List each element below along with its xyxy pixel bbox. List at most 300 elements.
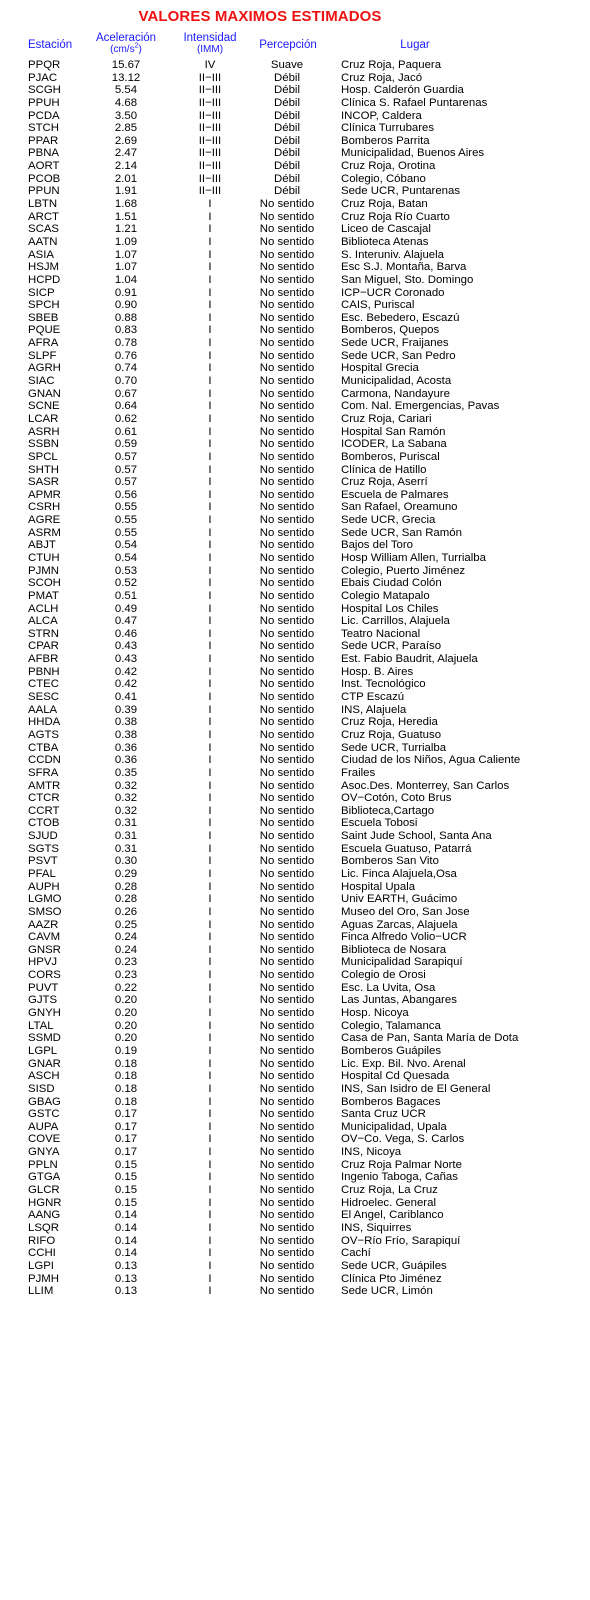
- acceleration-value: 0.42: [114, 665, 138, 678]
- perception-value: No sentido: [259, 450, 315, 463]
- acceleration-value: 0.38: [114, 728, 138, 741]
- intensity-value: I: [208, 918, 212, 931]
- perception-value: No sentido: [259, 337, 315, 350]
- place-name: Hospital Los Chiles: [341, 602, 439, 615]
- perception-value: No sentido: [259, 931, 315, 944]
- place-name: Cruz Roja, Heredia: [341, 716, 438, 729]
- acceleration-value: 0.55: [114, 514, 138, 527]
- place-name: Sede UCR, Puntarenas: [341, 185, 461, 198]
- perception-value: No sentido: [259, 1221, 315, 1234]
- place-name: Clínica S. Rafael Puntarenas: [341, 96, 488, 109]
- table-row: [0, 122, 590, 135]
- acceleration-value: 0.54: [114, 539, 138, 552]
- place-name: Liceo de Cascajal: [341, 223, 431, 236]
- intensity-value: I: [208, 526, 212, 539]
- acceleration-value: 0.32: [114, 792, 138, 805]
- intensity-value: I: [208, 589, 212, 602]
- intensity-value: I: [208, 564, 212, 577]
- station-code: SPCL: [28, 450, 58, 463]
- place-name: Sede UCR, Grecia: [341, 514, 436, 527]
- table-row: [0, 1235, 590, 1248]
- acceleration-value: 0.78: [114, 337, 138, 350]
- perception-value: No sentido: [259, 741, 315, 754]
- place-name: CAIS, Puriscal: [341, 299, 415, 312]
- station-code: AGRE: [28, 514, 61, 527]
- place-name: Cruz Roja, Guatuso: [341, 728, 442, 741]
- place-name: Municipalidad Sarapiquí: [341, 956, 463, 969]
- acceleration-value: 0.23: [114, 956, 138, 969]
- station-code: SCGH: [28, 84, 61, 97]
- perception-value: No sentido: [259, 324, 315, 337]
- perception-value: No sentido: [259, 400, 315, 413]
- station-code: LLIM: [28, 1285, 54, 1298]
- place-name: Univ EARTH, Guácimo: [341, 893, 458, 906]
- station-code: SESC: [28, 691, 60, 704]
- place-name: ICP−UCR Coronado: [341, 286, 445, 299]
- place-name: San Rafael, Oreamuno: [341, 501, 458, 514]
- intensity-value: I: [208, 299, 212, 312]
- table-row: [0, 1285, 590, 1298]
- perception-value: No sentido: [259, 943, 315, 956]
- intensity-value: I: [208, 1095, 212, 1108]
- place-name: Cachí: [341, 1247, 371, 1260]
- intensity-value: I: [208, 969, 212, 982]
- station-code: SGTS: [28, 842, 60, 855]
- place-name: INCOP, Caldera: [341, 109, 422, 122]
- column-header-estacion: Estación: [28, 39, 73, 51]
- intensity-value: I: [208, 438, 212, 451]
- acceleration-value: 1.51: [114, 210, 138, 223]
- perception-value: No sentido: [259, 779, 315, 792]
- perception-value: No sentido: [259, 311, 315, 324]
- station-code: SHTH: [28, 463, 60, 476]
- intensity-value: I: [208, 1133, 212, 1146]
- acceleration-value: 1.21: [114, 223, 138, 236]
- perception-value: No sentido: [259, 1209, 315, 1222]
- perception-value: No sentido: [259, 210, 315, 223]
- place-name: Las Juntas, Abangares: [341, 994, 457, 1007]
- station-code: AUPH: [28, 880, 60, 893]
- perception-value: No sentido: [259, 1285, 315, 1298]
- table-row: [0, 287, 590, 300]
- place-name: Sede UCR, San Ramón: [341, 526, 462, 539]
- intensity-value: II−III: [198, 185, 222, 198]
- station-code: SCAS: [28, 223, 60, 236]
- perception-value: No sentido: [259, 1108, 315, 1121]
- table-row: [0, 1209, 590, 1222]
- place-name: Municipalidad, Buenos Aires: [341, 147, 485, 160]
- perception-value: No sentido: [259, 842, 315, 855]
- acceleration-value: 0.53: [114, 564, 138, 577]
- perception-value: No sentido: [259, 198, 315, 211]
- intensity-value: I: [208, 1007, 212, 1020]
- intensity-value: I: [208, 387, 212, 400]
- intensity-value: I: [208, 665, 212, 678]
- station-code: SPCH: [28, 299, 60, 312]
- place-name: Colegio Matapalo: [341, 589, 430, 602]
- table-row: [0, 1045, 590, 1058]
- intensity-value: I: [208, 501, 212, 514]
- acceleration-value: 0.41: [114, 691, 138, 704]
- acceleration-value: 0.17: [114, 1133, 138, 1146]
- perception-value: No sentido: [259, 564, 315, 577]
- table-row: [0, 919, 590, 932]
- perception-value: No sentido: [259, 640, 315, 653]
- intensity-value: I: [208, 412, 212, 425]
- perception-value: No sentido: [259, 1032, 315, 1045]
- place-name: Santa Cruz UCR: [341, 1108, 426, 1121]
- place-name: Hosp. B. Aires: [341, 665, 414, 678]
- station-code: GJTS: [28, 994, 58, 1007]
- intensity-value: I: [208, 1070, 212, 1083]
- table-row: [0, 1121, 590, 1134]
- station-code: PUVT: [28, 981, 59, 994]
- perception-value: No sentido: [259, 349, 315, 362]
- place-name: Carmona, Nandayure: [341, 387, 450, 400]
- perception-value: No sentido: [259, 1171, 315, 1184]
- acceleration-value: 0.29: [114, 868, 138, 880]
- perception-value: No sentido: [259, 235, 315, 248]
- acceleration-value: 2.85: [114, 122, 138, 135]
- place-name: Bomberos Guápiles: [341, 1044, 442, 1057]
- intensity-value: I: [208, 1057, 212, 1070]
- station-code: ASRM: [28, 526, 61, 539]
- table-row: [0, 565, 590, 578]
- place-name: Bomberos Parrita: [341, 134, 430, 147]
- perception-value: Débil: [274, 71, 300, 84]
- table-row: [0, 185, 590, 198]
- acceleration-value: 0.57: [114, 450, 138, 463]
- station-code: SJUD: [28, 830, 58, 843]
- perception-value: No sentido: [259, 1019, 315, 1032]
- station-code: PBNH: [28, 665, 60, 678]
- perception-value: No sentido: [259, 1133, 315, 1146]
- perception-value: No sentido: [259, 969, 315, 982]
- acceleration-value: 0.59: [114, 438, 138, 451]
- table-row: [0, 388, 590, 401]
- intensity-value: I: [208, 514, 212, 527]
- column-header-aceleracion-unit: $(cm/s^2)$: [110, 42, 142, 55]
- station-code: CTEC: [28, 678, 60, 691]
- acceleration-value: 0.18: [114, 1070, 138, 1083]
- table-row: [0, 817, 590, 830]
- place-name: INS, Alajuela: [341, 703, 407, 716]
- intensity-value: I: [208, 1221, 212, 1234]
- acceleration-value: 0.36: [114, 741, 138, 754]
- intensity-value: I: [208, 792, 212, 805]
- place-name: Hosp William Allen, Turrialba: [341, 551, 486, 564]
- intensity-value: I: [208, 1184, 212, 1197]
- intensity-value: I: [208, 1247, 212, 1260]
- intensity-value: I: [208, 1019, 212, 1032]
- place-name: Cruz Roja, Orotina: [341, 160, 436, 173]
- station-code: PJAC: [28, 71, 58, 84]
- table-row: [0, 666, 590, 679]
- station-code: SASR: [28, 476, 60, 489]
- perception-value: Débil: [274, 96, 300, 109]
- perception-value: No sentido: [259, 1234, 315, 1247]
- station-code: SSMD: [28, 1032, 61, 1045]
- station-code: LGPI: [28, 1259, 54, 1272]
- perception-value: No sentido: [259, 627, 315, 640]
- place-name: Hospital Cd Quesada: [341, 1070, 450, 1083]
- station-code: HHDA: [28, 716, 61, 729]
- station-code: AFRA: [28, 337, 59, 350]
- station-code: SCOH: [28, 577, 61, 590]
- acceleration-value: 0.13: [114, 1259, 138, 1272]
- station-code: LCAR: [28, 412, 59, 425]
- table-row: [0, 590, 590, 603]
- table-row: [0, 299, 590, 312]
- perception-value: No sentido: [259, 1057, 315, 1070]
- station-table: [0, 59, 590, 1298]
- place-name: Biblioteca de Nosara: [341, 943, 447, 956]
- place-name: Hospital Upala: [341, 880, 416, 893]
- intensity-value: I: [208, 615, 212, 628]
- station-code: PPLN: [28, 1158, 58, 1171]
- table-row: [0, 527, 590, 540]
- table-row: [0, 615, 590, 628]
- table-row: [0, 249, 590, 262]
- intensity-value: I: [208, 1171, 212, 1184]
- intensity-value: II−III: [198, 147, 222, 160]
- acceleration-value: 4.68: [114, 96, 138, 109]
- intensity-value: I: [208, 905, 212, 918]
- station-code: SBEB: [28, 311, 59, 324]
- intensity-value: I: [208, 248, 212, 261]
- station-code: AALA: [28, 703, 58, 716]
- column-header-intensidad: [178, 33, 242, 55]
- intensity-value: I: [208, 653, 212, 666]
- table-row: [0, 337, 590, 350]
- perception-value: No sentido: [259, 551, 315, 564]
- intensity-value: II−III: [198, 172, 222, 185]
- place-name: Ciudad de los Niños, Agua Caliente: [341, 754, 521, 767]
- acceleration-value: 0.18: [114, 1082, 138, 1095]
- acceleration-value: 0.90: [114, 299, 138, 312]
- intensity-value: I: [208, 400, 212, 413]
- place-name: S. Interuniv. Alajuela: [341, 248, 444, 261]
- table-row: [0, 956, 590, 969]
- perception-value: No sentido: [259, 539, 315, 552]
- intensity-value: I: [208, 716, 212, 729]
- perception-value: No sentido: [259, 754, 315, 767]
- station-code: AFBR: [28, 653, 59, 666]
- acceleration-value: 0.83: [114, 324, 138, 337]
- table-row: [0, 628, 590, 641]
- acceleration-value: 0.67: [114, 387, 138, 400]
- table-row: [0, 1032, 590, 1045]
- table-row: [0, 931, 590, 944]
- table-row: [0, 274, 590, 287]
- acceleration-value: 0.91: [114, 286, 138, 299]
- table-row: [0, 780, 590, 793]
- table-row: [0, 1096, 590, 1109]
- station-code: STRN: [28, 627, 60, 640]
- perception-value: No sentido: [259, 691, 315, 704]
- table-row: [0, 1171, 590, 1184]
- intensity-value: I: [208, 375, 212, 388]
- station-code: SMSO: [28, 905, 62, 918]
- acceleration-value: 13.12: [111, 71, 141, 84]
- place-name: Colegio de Orosi: [341, 969, 426, 982]
- intensity-value: II−III: [198, 134, 222, 147]
- station-code: CCRT: [28, 804, 60, 817]
- place-name: Escuela de Palmares: [341, 488, 449, 501]
- acceleration-value: 0.14: [114, 1247, 138, 1260]
- table-row: [0, 324, 590, 337]
- perception-value: No sentido: [259, 653, 315, 666]
- place-name: Cruz Roja, Jacó: [341, 71, 423, 84]
- perception-value: No sentido: [259, 1044, 315, 1057]
- acceleration-value: 0.51: [114, 589, 138, 602]
- perception-value: No sentido: [259, 678, 315, 691]
- place-name: Est. Fabio Baudrit, Alajuela: [341, 653, 478, 666]
- intensity-value: I: [208, 1146, 212, 1159]
- station-code: CTOB: [28, 817, 60, 830]
- table-row: [0, 1070, 590, 1083]
- intensity-value: I: [208, 893, 212, 906]
- perception-value: No sentido: [259, 766, 315, 779]
- acceleration-value: 0.15: [114, 1171, 138, 1184]
- station-code: PCOB: [28, 172, 61, 185]
- place-name: Bomberos Bagaces: [341, 1095, 441, 1108]
- intensity-value: I: [208, 273, 212, 286]
- table-row: [0, 678, 590, 691]
- intensity-value: I: [208, 1120, 212, 1133]
- table-row: [0, 1260, 590, 1273]
- intensity-value: I: [208, 842, 212, 855]
- perception-value: No sentido: [259, 792, 315, 805]
- acceleration-value: 0.42: [114, 678, 138, 691]
- perception-value: Débil: [274, 172, 300, 185]
- station-code: CAVM: [28, 931, 61, 944]
- table-row: [0, 969, 590, 982]
- station-code: PMAT: [28, 589, 59, 602]
- perception-value: No sentido: [259, 425, 315, 438]
- perception-value: No sentido: [259, 501, 315, 514]
- table-row: [0, 223, 590, 236]
- place-name: Cruz Roja, Aserrí: [341, 476, 428, 489]
- intensity-value: I: [208, 223, 212, 236]
- table-row: [0, 362, 590, 375]
- table-row: [0, 754, 590, 767]
- station-code: LSQR: [28, 1221, 60, 1234]
- acceleration-value: 0.55: [114, 501, 138, 514]
- perception-value: Débil: [274, 147, 300, 160]
- acceleration-value: 0.17: [114, 1120, 138, 1133]
- station-code: ARCT: [28, 210, 60, 223]
- table-row: [0, 1108, 590, 1121]
- station-code: PQUE: [28, 324, 61, 337]
- acceleration-value: 0.17: [114, 1146, 138, 1159]
- intensity-value: II−III: [198, 122, 222, 135]
- perception-value: No sentido: [259, 362, 315, 375]
- table-row: [0, 792, 590, 805]
- intensity-value: I: [208, 1082, 212, 1095]
- station-code: CPAR: [28, 640, 59, 653]
- intensity-value: II−III: [198, 160, 222, 173]
- place-name: Hospital Grecia: [341, 362, 419, 375]
- acceleration-value: 0.38: [114, 716, 138, 729]
- place-name: Escuela Tobosi: [341, 817, 418, 830]
- acceleration-value: 0.14: [114, 1234, 138, 1247]
- table-row: [0, 805, 590, 818]
- acceleration-value: 0.17: [114, 1108, 138, 1121]
- acceleration-value: 0.54: [114, 551, 138, 564]
- perception-value: No sentido: [259, 1196, 315, 1209]
- station-code: SFRA: [28, 766, 59, 779]
- intensity-value: I: [208, 1032, 212, 1045]
- intensity-value: I: [208, 931, 212, 944]
- column-header-intensidad-unit: (IMM): [196, 44, 224, 55]
- perception-value: No sentido: [259, 602, 315, 615]
- acceleration-value: 0.14: [114, 1209, 138, 1222]
- perception-value: No sentido: [259, 273, 315, 286]
- intensity-value: I: [208, 324, 212, 337]
- place-name: Frailes: [341, 766, 376, 779]
- acceleration-value: 0.15: [114, 1196, 138, 1209]
- station-code: PFAL: [28, 868, 56, 880]
- perception-value: No sentido: [259, 1146, 315, 1159]
- station-code: LBTN: [28, 198, 58, 211]
- acceleration-value: 0.57: [114, 476, 138, 489]
- acceleration-value: 0.24: [114, 931, 138, 944]
- acceleration-value: 0.15: [114, 1184, 138, 1197]
- perception-value: No sentido: [259, 830, 315, 843]
- station-code: GNYH: [28, 1007, 61, 1020]
- perception-value: No sentido: [259, 665, 315, 678]
- acceleration-value: 0.13: [114, 1272, 138, 1285]
- acceleration-value: 0.31: [114, 817, 138, 830]
- table-row: [0, 1247, 590, 1260]
- intensity-value: I: [208, 1108, 212, 1121]
- table-row: [0, 994, 590, 1007]
- intensity-value: I: [208, 678, 212, 691]
- station-code: HPVJ: [28, 956, 58, 969]
- table-row: [0, 110, 590, 123]
- perception-value: No sentido: [259, 1095, 315, 1108]
- station-code: PPUN: [28, 185, 60, 198]
- acceleration-value: 0.32: [114, 779, 138, 792]
- perception-value: No sentido: [259, 387, 315, 400]
- column-header-percepcion: Percepción: [259, 39, 317, 51]
- station-code: SICP: [28, 286, 55, 299]
- acceleration-value: 0.36: [114, 754, 138, 767]
- table-row: [0, 539, 590, 552]
- station-code: PBNA: [28, 147, 60, 160]
- table-row: [0, 830, 590, 843]
- perception-value: No sentido: [259, 1247, 315, 1260]
- intensity-value: I: [208, 362, 212, 375]
- table-row: [0, 426, 590, 439]
- perception-value: No sentido: [259, 286, 315, 299]
- place-name: El Angel, Cariblanco: [341, 1209, 444, 1222]
- perception-value: No sentido: [259, 956, 315, 969]
- station-code: PSVT: [28, 855, 58, 868]
- intensity-value: I: [208, 1196, 212, 1209]
- intensity-value: I: [208, 425, 212, 438]
- place-name: Colegio, Puerto Jiménez: [341, 564, 466, 577]
- perception-value: Débil: [274, 109, 300, 122]
- place-name: Casa de Pan, Santa María de Dota: [341, 1032, 519, 1045]
- perception-value: No sentido: [259, 817, 315, 830]
- acceleration-value: 0.47: [114, 615, 138, 628]
- acceleration-value: 2.01: [114, 172, 138, 185]
- acceleration-value: 2.69: [114, 134, 138, 147]
- table-row: [0, 893, 590, 906]
- table-row: [0, 1083, 590, 1096]
